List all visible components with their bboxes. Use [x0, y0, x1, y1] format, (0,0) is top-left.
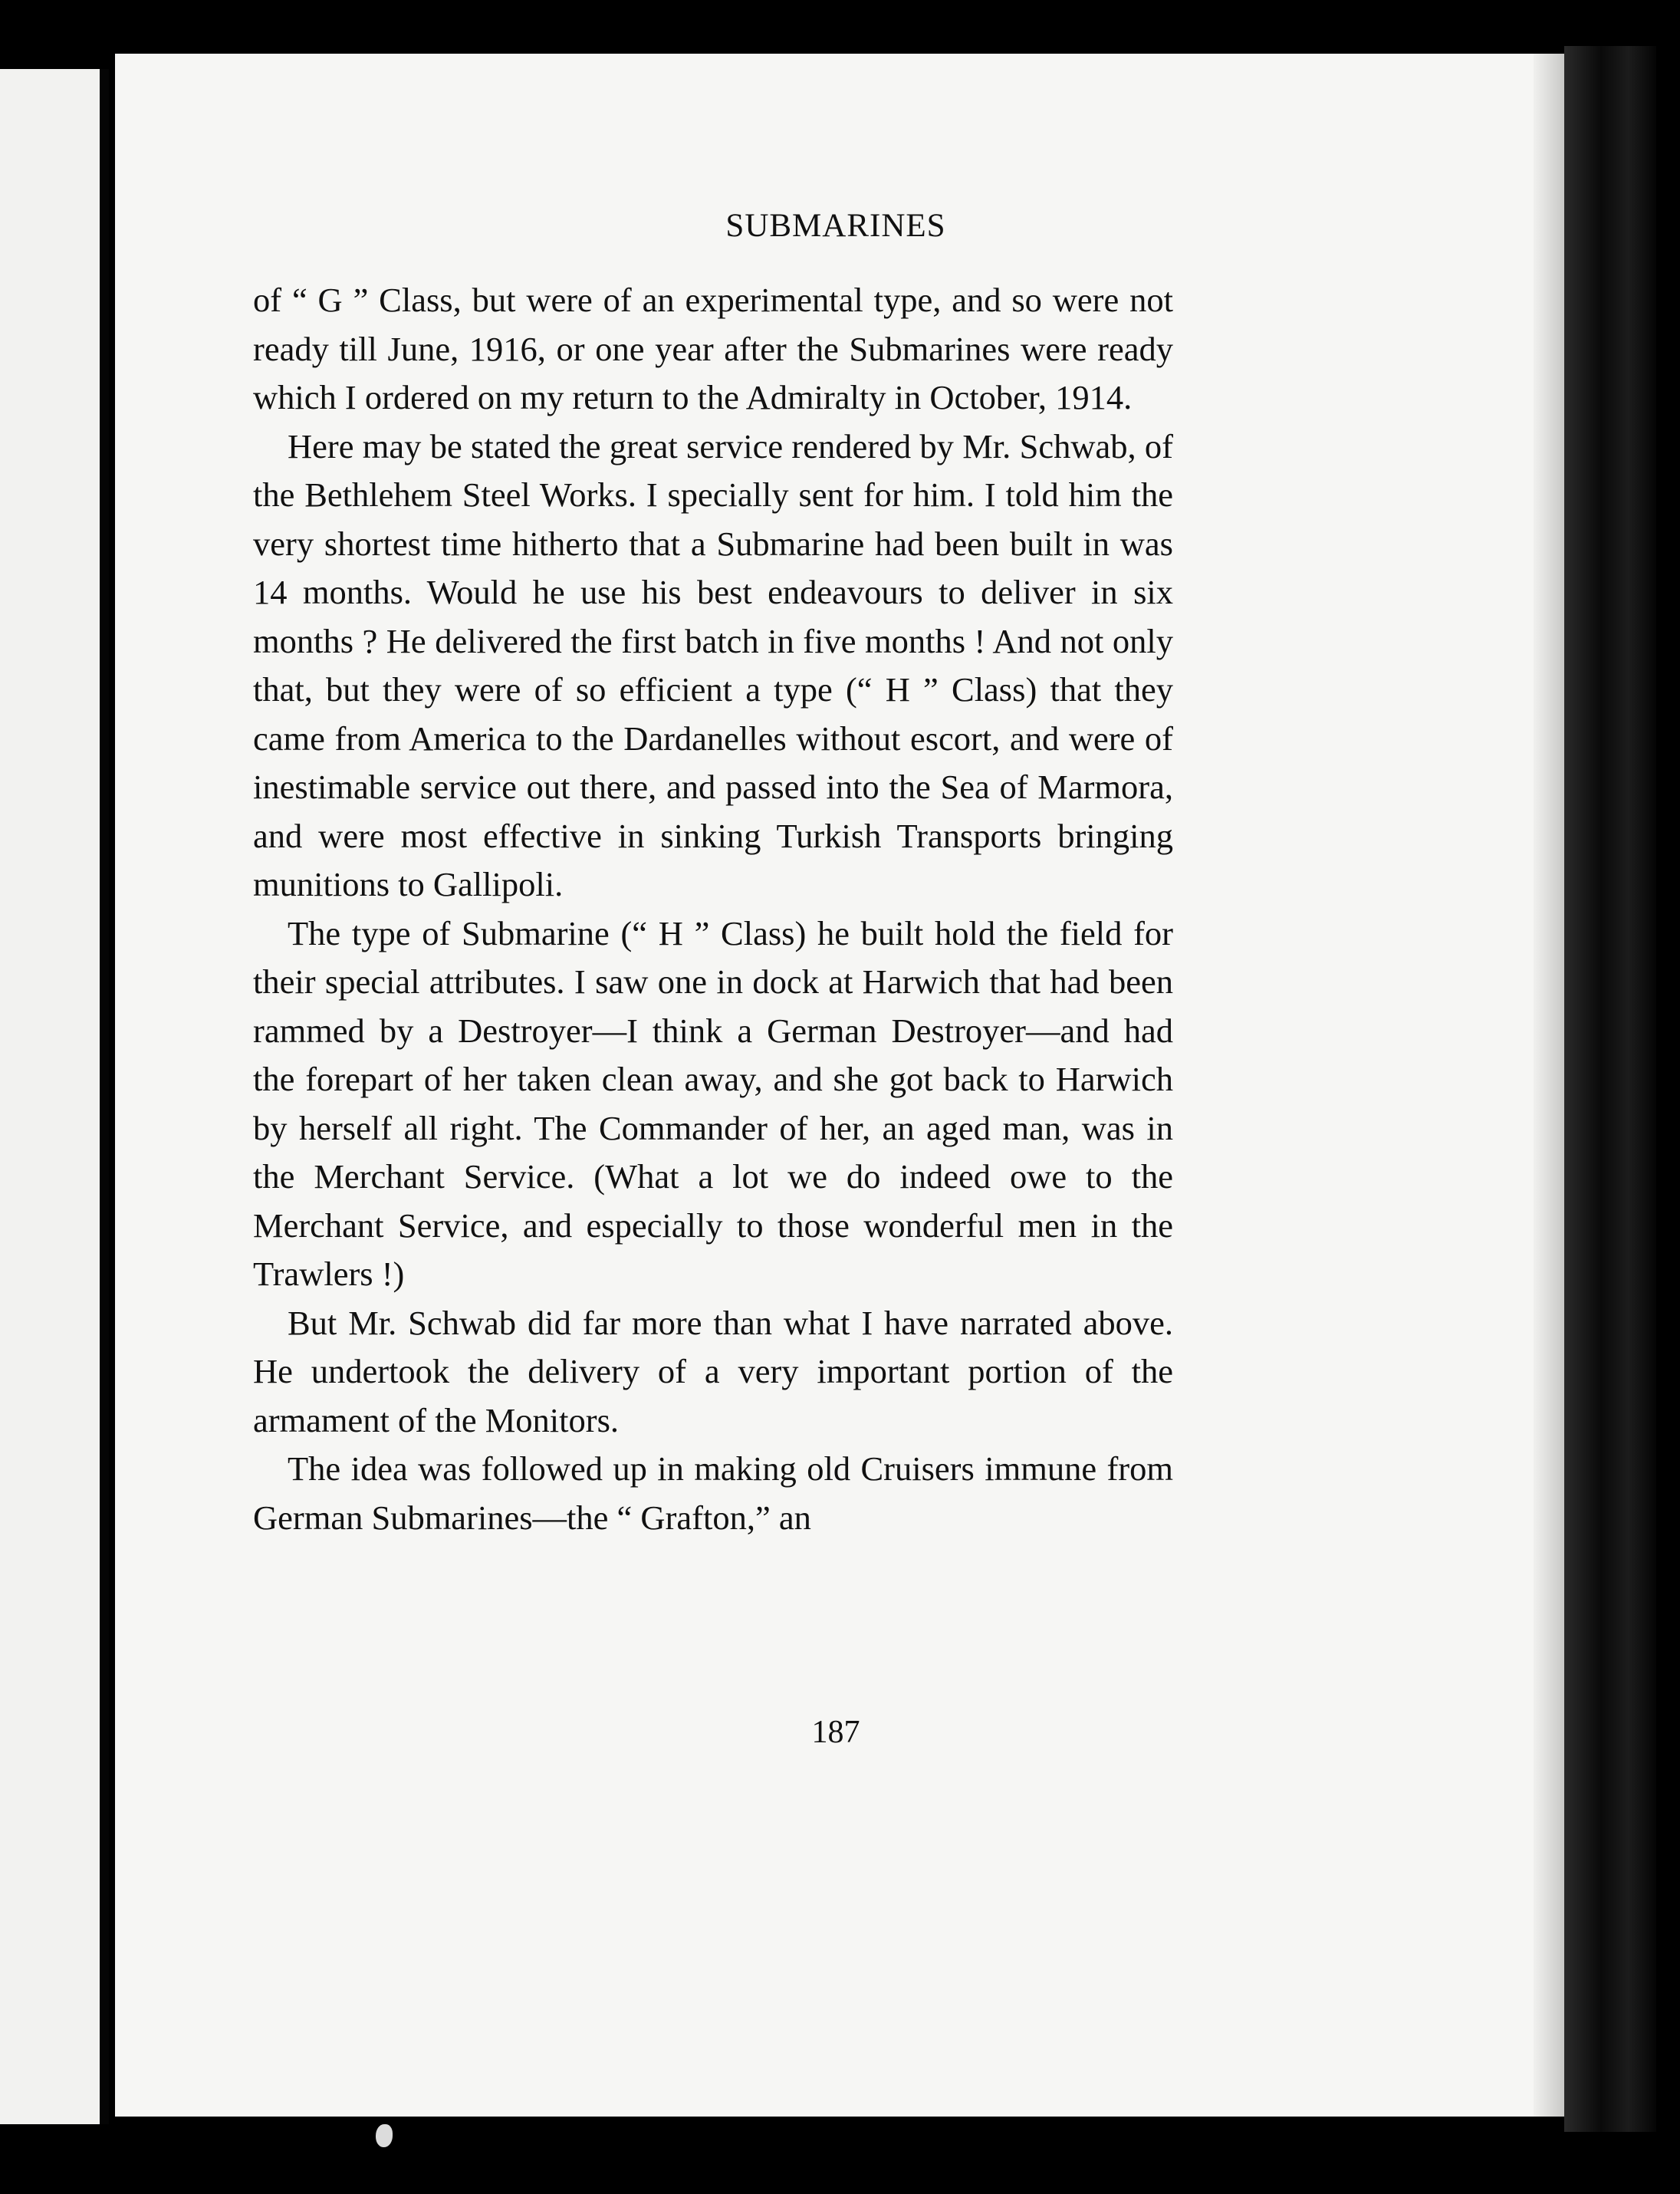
- facing-page-edge: [100, 69, 109, 2124]
- paragraph: of “ G ” Class, but were of an experimental type, and so were not ready till June, 1916, or one year after the Submarines were ready which I ordered on my return to the Admiralty in October, 1914.: [253, 281, 1173, 416]
- body-text: [253, 276, 1173, 1542]
- page-edge-shadow: [1534, 54, 1564, 2117]
- paragraph: Here may be stated the great service rendered by Mr. Schwab, of the Bethlehem Steel Works. I specially sent for him. I told him the very shortest time hitherto that a Submarine had been built in was 14 months. Would he use his best endeavours to deliver in six months ? He delivered the first batch in five months ! And not only that, but they were of so efficient a type (“ H ” Class) that they came from America to the Dardanelles without escort, and were of inestimable service out there, and passed into the Sea of Marmora, and were most effective in sinking Turkish Transports bringing munitions to Gallipoli.: [253, 426, 1173, 903]
- book-edge: [1564, 46, 1656, 2132]
- scan-mark: [376, 2124, 393, 2147]
- paragraph: But Mr. Schwab did far more than what I have narrated above. He undertook the delivery of a very important portion of the armament of the Monitors.: [253, 1303, 1173, 1439]
- running-head: SUBMARINES: [725, 208, 946, 244]
- paragraph: The idea was followed up in making old Cruisers immune from German Submarines—the “ Grafton,” an: [253, 1449, 1173, 1537]
- paragraph: The type of Submarine (“ H ” Class) he built hold the field for their special attributes. I saw one in dock at Harwich that had been rammed by a Destroyer—I think a German Destroyer—and had the forepart of her taken clean away, and she got back to Harwich by herself all right. The Commander of her, an aged man, was in the Merchant Service. (What a lot we do indeed owe to the Merchant Service, and especially to those wonderful men in the Trawlers !): [253, 913, 1173, 1293]
- facing-page: [0, 69, 107, 2124]
- page-number: 187: [811, 1715, 860, 1750]
